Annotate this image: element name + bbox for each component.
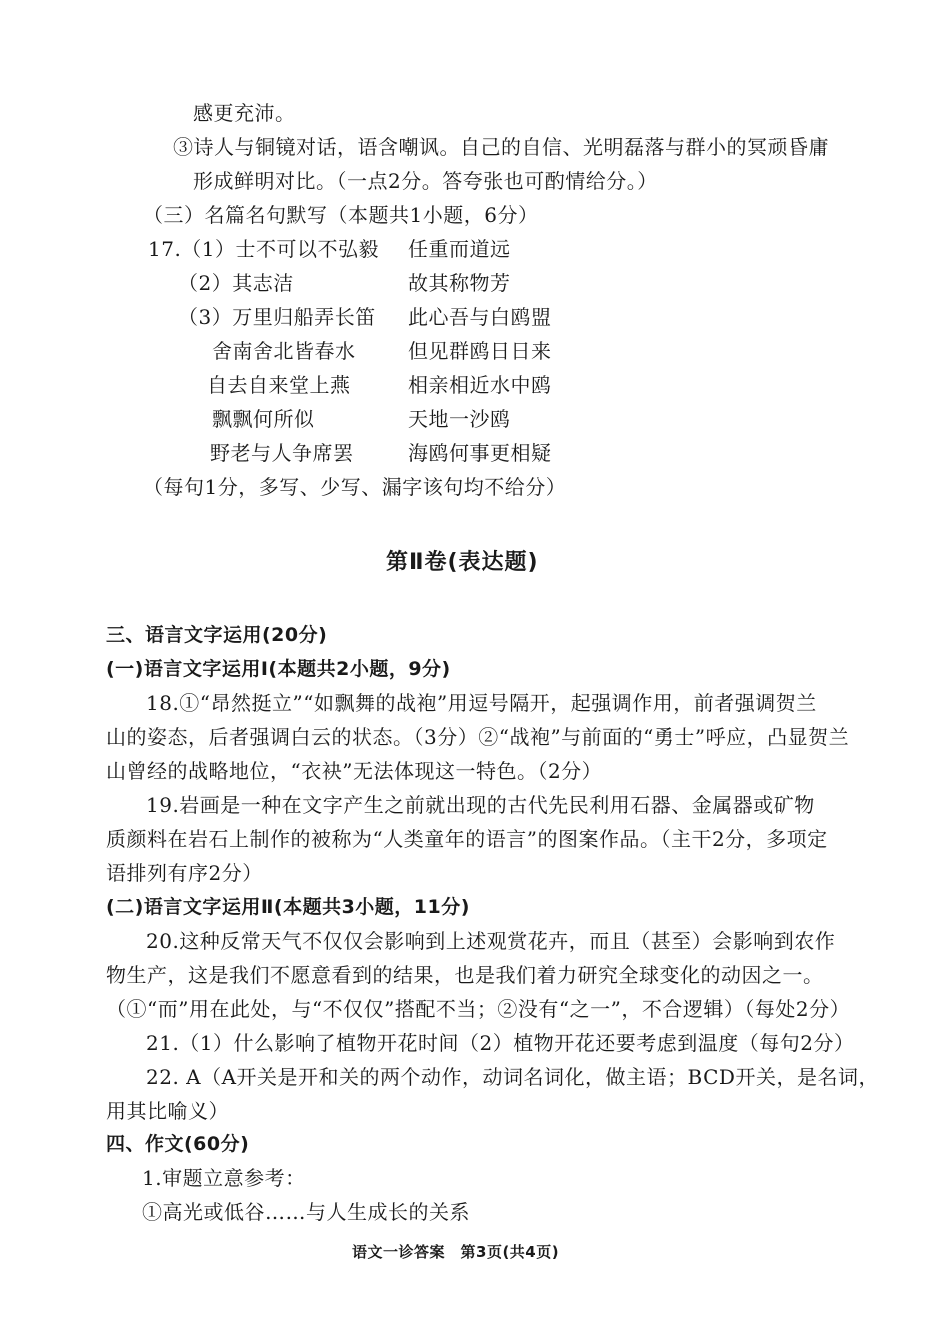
recitation-first: （2）其志洁: [178, 271, 294, 295]
q19-line-1: 19.岩画是一种在文字产生之前就出现的古代先民利用石器、金属器或矿物: [146, 793, 815, 817]
recitation-row: [148, 236, 708, 262]
recitation-second: 故其称物芳: [408, 271, 511, 295]
recitation-row: [178, 270, 708, 296]
recitation-first: 舍南舍北皆春水: [212, 339, 356, 363]
q20-line-1: 20.这种反常天气不仅仅会影响到上述观赏花卉，而且（甚至）会影响到农作: [146, 929, 836, 953]
q20-line-2: 物生产，这是我们不愿意看到的结果，也是我们着力研究全球变化的动因之一。: [106, 963, 824, 987]
top-line-1: 感更充沛。: [193, 101, 296, 125]
recitation-row: [178, 304, 708, 330]
recitation-first: 飘飘何所似: [212, 407, 315, 431]
q22-line-2: 用其比喻义）: [106, 1099, 229, 1123]
recitation-row: [212, 406, 712, 432]
q18-line-2: 山的姿态，后者强调白云的状态。（3分）②“战袍”与前面的“勇士”呼应，凸显贺兰: [106, 725, 850, 749]
recitation-second: 此心吾与白鸥盟: [408, 305, 552, 329]
q19-line-2: 质颜料在岩石上制作的被称为“人类童年的语言”的图案作品。（主干2分，多项定: [106, 827, 828, 851]
recitation-row: [212, 338, 712, 364]
recitation-row: [207, 372, 707, 398]
subsection-1-heading: (一)语言文字运用Ⅰ(本题共2小题，9分): [106, 658, 451, 680]
subsection-2-heading: (二)语言文字运用Ⅱ(本题共3小题，11分): [106, 896, 470, 918]
recitation-second: 海鸥何事更相疑: [408, 441, 552, 465]
recitation-first: 自去自来堂上燕: [207, 373, 351, 397]
q19-line-3: 语排列有序2分）: [106, 861, 263, 885]
recitation-second: 相亲相近水中鸥: [408, 373, 552, 397]
recitation-first: 17.（1）士不可以不弘毅: [148, 237, 380, 261]
recitation-first: 野老与人争席罢: [210, 441, 354, 465]
q18-line-1: 18.①“昂然挺立”“如飘舞的战袍”用逗号隔开，起强调作用，前者强调贺兰: [146, 691, 817, 715]
recitation-first: （3）万里归船弄长笛: [178, 305, 376, 329]
q21-line: 21.（1）什么影响了植物开花时间（2）植物开花还要考虑到温度（每句2分）: [146, 1031, 855, 1055]
recitation-second: 天地一沙鸥: [408, 407, 511, 431]
top-line-3: 形成鲜明对比。（一点2分。答夸张也可酌情给分。）: [193, 169, 658, 193]
section-3-heading: （三）名篇名句默写（本题共1小题，6分）: [143, 203, 539, 227]
essay-line-1: 1.审题立意参考：: [142, 1166, 306, 1190]
section-4-heading: 四、作文(60分): [106, 1133, 250, 1155]
recitation-note: （每句1分，多写、少写、漏字该句均不给分）: [143, 475, 567, 499]
recitation-second: 但见群鸥日日来: [408, 339, 552, 363]
part-2-title: 第Ⅱ卷(表达题): [386, 550, 539, 575]
q18-line-3: 山曾经的战略地位，“衣袂”无法体现这一特色。（2分）: [106, 759, 603, 783]
essay-line-2: ①高光或低谷……与人生成长的关系: [142, 1200, 470, 1224]
recitation-row: [210, 440, 710, 466]
top-line-2: ③诗人与铜镜对话，语含嘲讽。自己的自信、光明磊落与群小的冥顽昏庸: [173, 135, 829, 159]
q20-line-3: （①“而”用在此处，与“不仅仅”搭配不当；②没有“之一”，不合逻辑）（每处2分）: [106, 997, 851, 1021]
q22-line-1: 22. A（A开关是开和关的两个动作，动词名词化，做主语；BCD开关，是名词，: [146, 1065, 879, 1089]
recitation-second: 任重而道远: [408, 237, 511, 261]
section-3-language-heading: 三、语言文字运用(20分): [106, 624, 328, 646]
page-footer: 语文一诊答案 第3页(共4页): [352, 1243, 560, 1261]
